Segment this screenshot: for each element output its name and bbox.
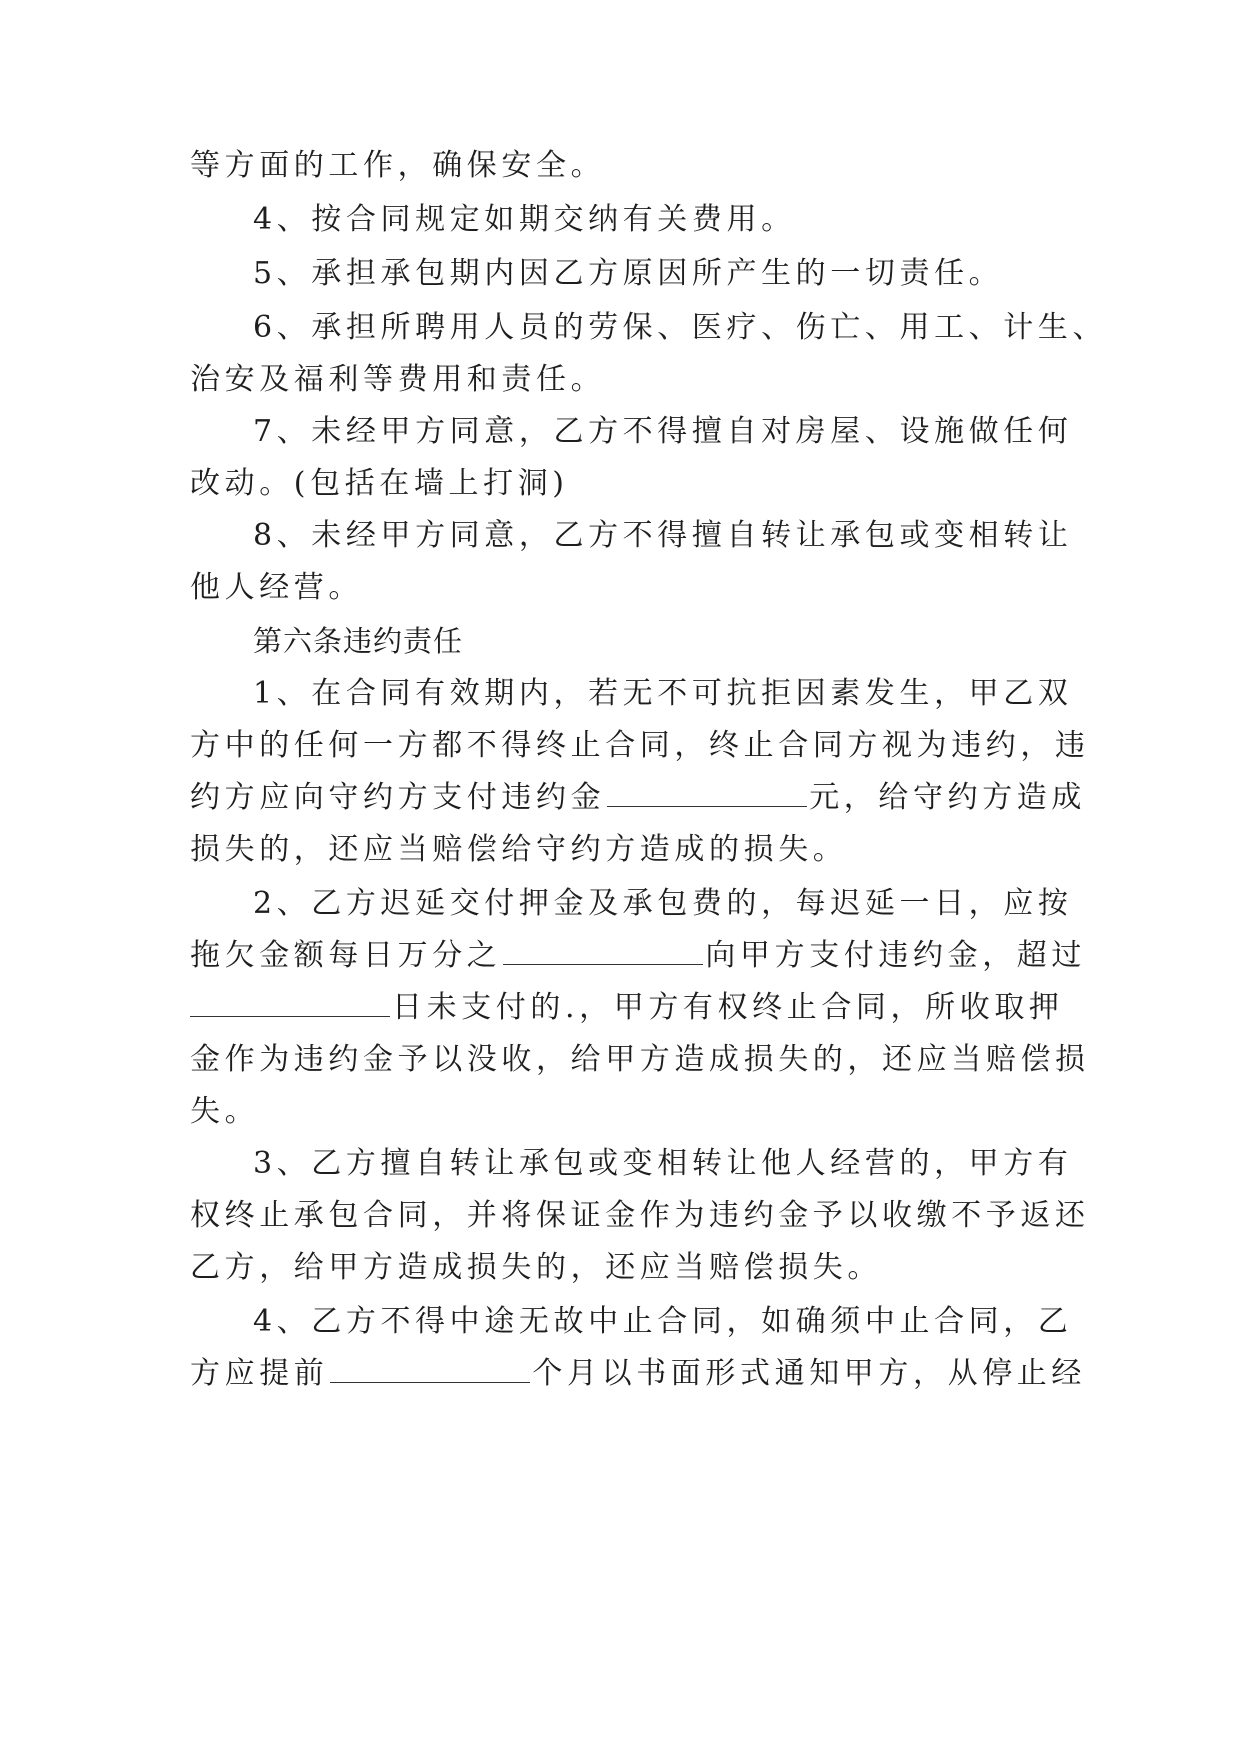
text-segment: 日未支付的.，甲方有权终止合同，所收取押	[392, 990, 1064, 1025]
section-heading: 第六条违约责任	[253, 624, 464, 658]
text-line: 权终止承包合同，并将保证金作为违约金予以收缴不予返还	[190, 1198, 1090, 1233]
text-segment: 元，给守约方造成	[809, 780, 1087, 815]
list-item-5: 5、承担承包期内因乙方原因所产生的一切责任。	[253, 256, 1004, 291]
text-line: 金作为违约金予以没收，给甲方造成损失的，还应当赔偿损	[190, 1042, 1090, 1077]
text-line: 损失的，还应当赔偿给守约方造成的损失。	[190, 832, 848, 867]
text-line: 等方面的工作，确保安全。	[190, 148, 606, 183]
text-segment: 拖欠金额每日万分之	[190, 938, 502, 973]
fill-in-blank	[607, 780, 807, 807]
text-line: 改动。(包括在墙上打洞)	[190, 466, 569, 501]
text-line: 失。	[190, 1094, 260, 1129]
clause-4: 4、乙方不得中途无故中止合同，如确须中止合同，乙	[253, 1304, 1073, 1339]
text-line-with-blank	[190, 936, 1086, 976]
list-item-6: 6、承担所聘用人员的劳保、医疗、伤亡、用工、计生、	[253, 310, 1108, 345]
text-segment: 个月以书面形式通知甲方，从停止经	[532, 1356, 1087, 1391]
text-line-with-blank	[190, 778, 1086, 818]
list-item-7: 7、未经甲方同意，乙方不得擅自对房屋、设施做任何	[253, 414, 1073, 449]
clause-3: 3、乙方擅自转让承包或变相转让他人经营的，甲方有	[253, 1146, 1073, 1181]
text-line: 他人经营。	[190, 570, 363, 605]
clause-2: 2、乙方迟延交付押金及承包费的，每迟延一日，应按	[253, 886, 1073, 921]
list-item-8: 8、未经甲方同意，乙方不得擅自转让承包或变相转让	[253, 518, 1073, 553]
fill-in-blank	[503, 938, 703, 965]
text-line: 治安及福利等费用和责任。	[190, 362, 606, 397]
text-segment: 向甲方支付违约金，超过	[705, 938, 1087, 973]
text-segment: 约方应向守约方支付违约金	[190, 780, 606, 815]
text-line-with-blank	[190, 988, 1064, 1028]
text-line: 乙方，给甲方造成损失的，还应当赔偿损失。	[190, 1250, 882, 1285]
fill-in-blank	[190, 990, 390, 1017]
fill-in-blank	[330, 1356, 530, 1383]
text-segment: 方应提前	[190, 1356, 329, 1391]
text-line-with-blank	[190, 1354, 1086, 1394]
list-item-4: 4、按合同规定如期交纳有关费用。	[253, 202, 796, 237]
clause-1: 1、在合同有效期内，若无不可抗拒因素发生，甲乙双	[253, 676, 1073, 711]
text-line: 方中的任何一方都不得终止合同，终止合同方视为违约，违	[190, 728, 1090, 763]
